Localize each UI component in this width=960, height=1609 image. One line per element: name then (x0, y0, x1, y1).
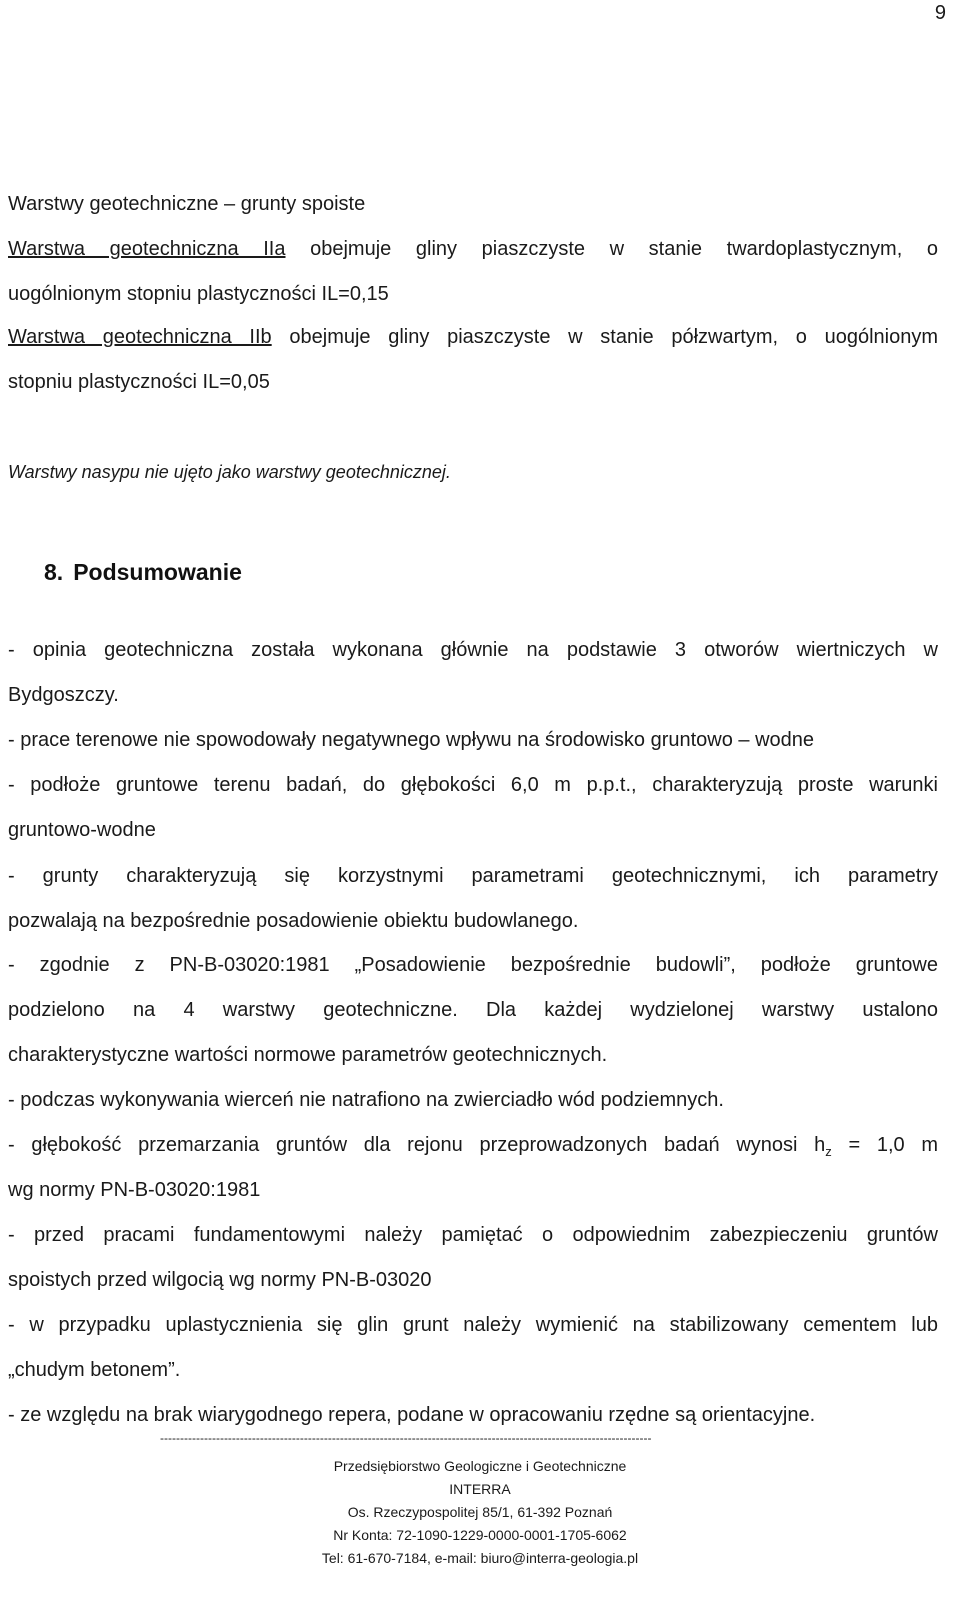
section-heading (44, 559, 242, 586)
footer-account: Nr Konta: 72-1090-1229-0000-0001-1705-6062 (333, 1527, 627, 1543)
summary-line-2: Bydgoszczy. (8, 684, 119, 706)
footer-company: Przedsiębiorstwo Geologiczne i Geotechniczne (333, 1458, 627, 1474)
footer-divider: --------------------------------------------------------------------------------------------------------------------------- (160, 1431, 652, 1445)
summary-line-5: gruntowo-wodne (8, 819, 156, 841)
summary-line-15: spoistych przed wilgocią wg normy PN-B-03020 (8, 1269, 432, 1291)
summary-line-4: - podłoże gruntowe terenu badań, do głębokości 6,0 m p.p.t., charakteryzują proste warunki (8, 774, 938, 796)
summary-line-11: - podczas wykonywania wierceń nie natrafiono na zwierciadło wód podziemnych. (8, 1089, 724, 1111)
layer-iia-link: Warstwa geotechniczna IIa (8, 238, 286, 260)
summary-line-1: - opinia geotechniczna została wykonana głównie na podstawie 3 otworów wiertniczych w (8, 639, 938, 661)
summary-line-18: - ze względu na brak wiarygodnego repera, podane w opracowaniu rzędne są orientacyjne. (8, 1404, 816, 1426)
summary-line-10: charakterystyczne wartości normowe parametrów geotechnicznych. (8, 1044, 608, 1066)
summary-line-17: „chudym betonem”. (8, 1359, 181, 1381)
summary-line-13: wg normy PN-B-03020:1981 (8, 1179, 261, 1201)
footer-contact: Tel: 61-670-7184, e-mail: biuro@interra-geologia.pl (321, 1550, 639, 1566)
frost-subscript: z (825, 1144, 832, 1159)
layer-iia-line1: Warstwa geotechniczna IIa obejmuje gliny piaszczyste w stanie twardoplastycznym, o (8, 238, 939, 260)
summary-line-3: - prace terenowe nie spowodowały negatywnego wpływu na środowisko gruntowo – wodne (8, 729, 815, 751)
frost-depth-value: = 1,0 m (831, 1134, 938, 1156)
summary-line-7: pozwalają na bezpośrednie posadowienie obiektu budowlanego. (8, 910, 579, 932)
summary-line-9: podzielono na 4 warstwy geotechniczne. Dla każdej wydzielonej warstwy ustalono (8, 999, 938, 1021)
layer-iib-link: Warstwa geotechniczna IIb (8, 326, 272, 348)
summary-line-8: - zgodnie z PN-B-03020:1981 „Posadowienie bezpośrednie budowli”, podłoże gruntowe (8, 954, 938, 976)
section-number: 8. (44, 559, 64, 585)
section-subtitle: Warstwy geotechniczne – grunty spoiste (8, 193, 366, 215)
layer-iia-line2: uogólnionym stopniu plastyczności IL=0,15 (8, 283, 389, 305)
fill-layer-note: Warstwy nasypu nie ujęto jako warstwy geotechnicznej. (8, 462, 451, 482)
summary-line-12: - głębokość przemarzania gruntów dla rejonu przeprowadzonych badań wynosi $h_z = 1,0$ m (8, 1134, 938, 1159)
summary-line-6: - grunty charakteryzują się korzystnymi parametrami geotechnicznymi, ich parametry (8, 865, 938, 887)
summary-line-14: - przed pracami fundamentowymi należy pamiętać o odpowiednim zabezpieczeniu gruntów (8, 1224, 938, 1246)
layer-iib-line2: stopniu plastyczności IL=0,05 (8, 371, 270, 393)
footer-address: Os. Rzeczypospolitej 85/1, 61-392 Poznań (347, 1504, 613, 1520)
layer-iib-line1: Warstwa geotechniczna IIb obejmuje gliny piaszczyste w stanie półzwartym, o uogólnionym (8, 326, 938, 348)
summary-line-16: - w przypadku uplastycznienia się glin grunt należy wymienić na stabilizowany cementem lub (8, 1314, 938, 1336)
page-number: 9 (934, 2, 946, 24)
section-title: Podsumowanie (73, 559, 242, 585)
footer-name: INTERRA (449, 1481, 511, 1497)
